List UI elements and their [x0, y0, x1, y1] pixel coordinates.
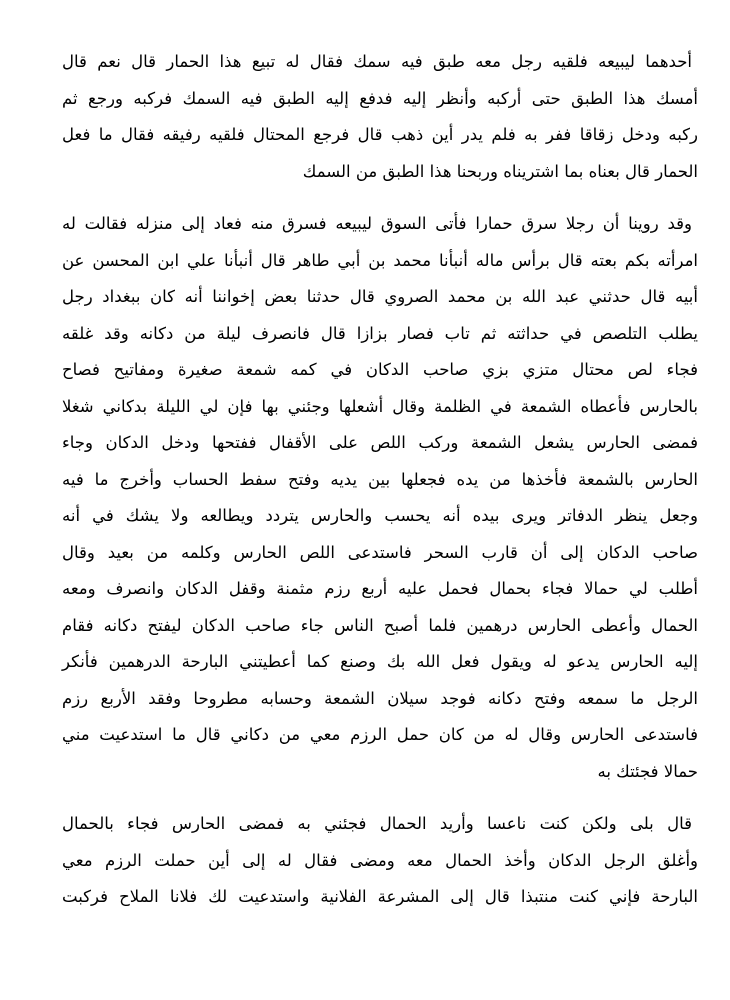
text-line: أمسك هذا الطبق حتى أركبه وأنظر إليه فدفع إليه الطبق فيه السمك فركبه ورجع ثم	[62, 88, 698, 108]
text-line: أبيه قال حدثني عبد الله بن محمد الصروي قال حدثنا بعض إخواننا أنه كان ببغداد رجل	[62, 287, 698, 306]
paragraph-2	[62, 206, 698, 790]
text-line: إليه الحارس يدعو له ويقول فعل الله بك وصنع كما أعطيتني البارحة الدرهمين فأنكر	[62, 652, 698, 671]
text-line: فاستدعى الحارس وقال له من كان حمل الرزم معي من دكاني قال ما استدعيت مني	[62, 725, 698, 744]
text-line: ركبه ودخل زقاقا ففر به فلم يدر أين ذهب قال فرجع المحتال فلقيه رفيقه فقال ما فعل	[62, 125, 698, 144]
paragraph-3	[62, 806, 698, 916]
text-line: أطلب لي حمالا فجاء بحمال فحمل عليه أربع رزم مثمنة وقفل الدكان وانصرف ومعه	[62, 579, 698, 598]
text-line: الحمال وأعطى الحارس درهمين فلما أصبح الناس جاء صاحب الدكان ليفتح دكانه فقام	[62, 615, 698, 635]
text-line: صاحب الدكان إلى أن قارب السحر فاستدعى اللص الحارس وكلمه من بعيد وقال	[62, 542, 698, 562]
text-line: الحارس بالشمعة فأخذها من يده فجعلها بين يديه وفتح سفط الحساب وأخرج ما فيه	[62, 469, 698, 489]
text-line: البارحة فإني كنت منتبذا قال إلى المشرعة الفلانية واستدعيت لك فلانا الملاح فركبت	[62, 887, 698, 906]
text-line: فمضى الحارس يشعل الشمعة وركب اللص على الأقفال ففتحها ودخل الدكان وجاء	[62, 433, 698, 452]
text-line: وقد روينا أن رجلا سرق حمارا فأتى السوق ليبيعه فسرق منه فعاد إلى منزله فقالت له	[62, 214, 692, 233]
text-line: بالحارس فأعطاه الشمعة في الظلمة وقال أشعلها وجئني بها فإن لي الليلة بدكاني شغلا	[62, 396, 698, 416]
text-line: فجاء لص محتال متزي بزي صاحب الدكان في كمه شمعة صغيرة ومفاتيح فصاح	[62, 360, 698, 379]
text-line: الحمار قال بعناه بما اشتريناه وربحنا هذا الطبق من السمك	[302, 161, 698, 181]
text-line: قال بلى ولكن كنت ناعسا وأريد الحمال فجئني به فمضى الحارس فجاء بالحمال	[62, 814, 692, 833]
text-line: امرأته بكم بعته قال برأس ماله أنبأنا محمد بن أبي طاهر قال أنبأنا علي ابن المحسن عن	[62, 250, 698, 270]
text-line: وجعل ينظر الدفاتر ويرى بيده أنه يحسب والحارس يتردد ويطالعه ولا يشك في أنه	[62, 506, 698, 525]
text-line: يطلب التلصص في حداثته ثم تاب فصار بزازا قال فانصرف ليلة من دكانه وقد غلقه	[62, 323, 698, 343]
text-line: وأغلق الرجل الدكان وأخذ الحمال معه ومضى فقال له إلى أين حملت الرزم معي	[62, 850, 698, 870]
text-line: الرجل ما سمعه وفتح دكانه فوجد سيلان الشمعة وحسابه مطروحا وفقد الأربع رزم	[62, 688, 698, 708]
document-page	[62, 44, 698, 916]
text-line: حمالا فجئتك به	[597, 761, 698, 781]
text-line: أحدهما ليبيعه فلقيه رجل معه طبق فيه سمك فقال له تبيع هذا الحمار قال نعم قال	[62, 52, 692, 71]
paragraph-1	[62, 44, 698, 190]
